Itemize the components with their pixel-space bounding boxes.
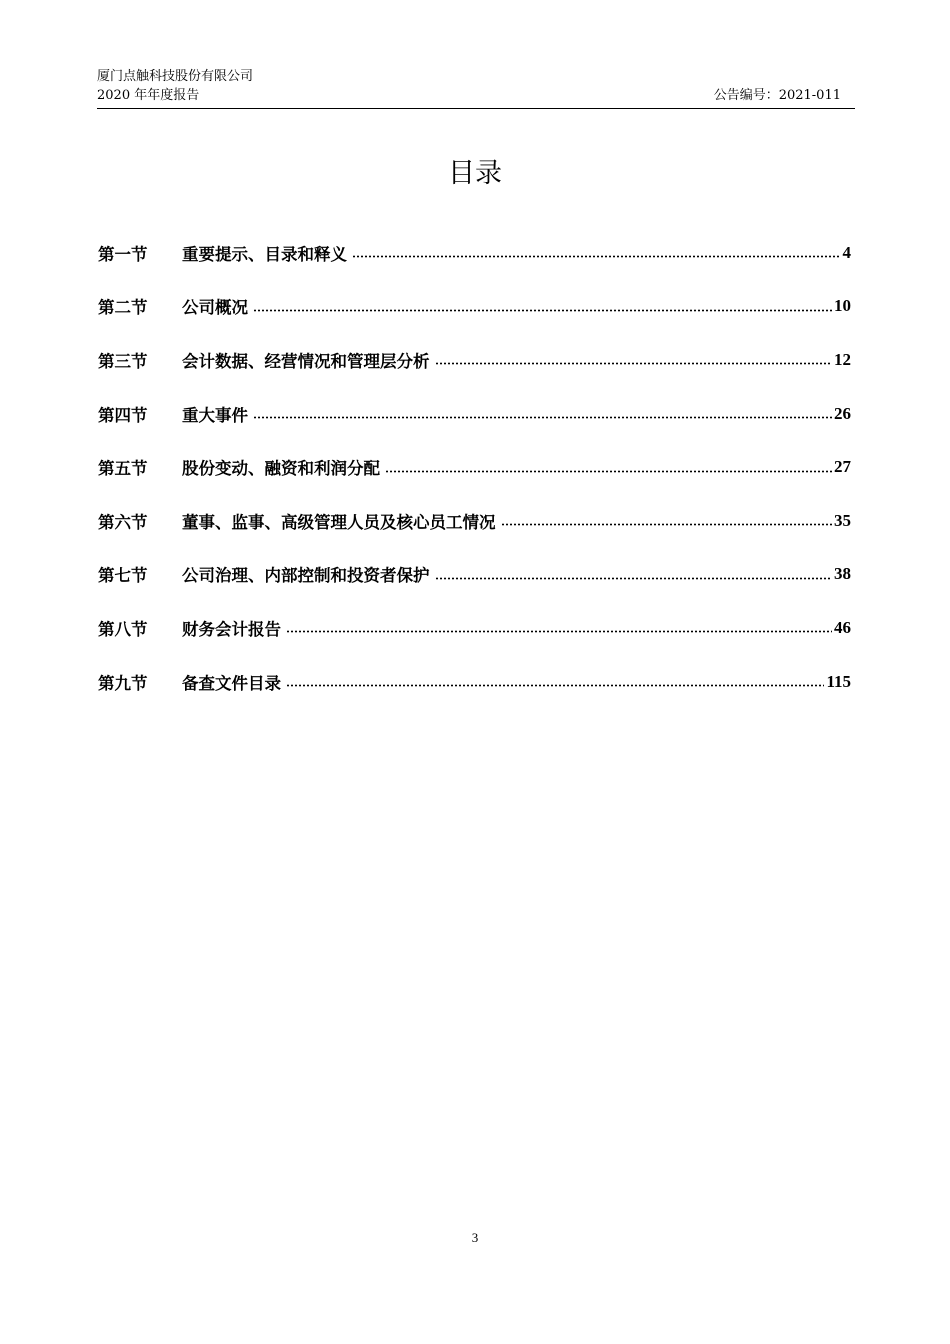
toc-section-title: 公司概况 <box>182 298 248 318</box>
toc-page-number: 35 <box>834 510 851 530</box>
dot-leader <box>253 309 832 312</box>
toc-page-number: 38 <box>834 564 851 584</box>
dot-leader <box>435 362 833 365</box>
dot-leader <box>501 523 833 526</box>
toc-page-number: 26 <box>834 403 851 423</box>
toc-section-title: 备查文件目录 <box>182 673 281 693</box>
dot-leader <box>385 470 832 473</box>
dot-leader <box>352 255 841 258</box>
toc-entry-7[interactable] <box>98 548 851 602</box>
dot-leader <box>286 684 824 687</box>
toc-section-title: 会计数据、经营情况和管理层分析 <box>182 351 430 371</box>
toc-section-title: 股份变动、融资和利润分配 <box>182 459 380 479</box>
toc-section-label: 第二节 <box>98 298 148 318</box>
toc-entry-8[interactable] <box>98 601 851 655</box>
toc-entry-5[interactable] <box>98 440 851 494</box>
toc-section-label: 第七节 <box>98 566 148 586</box>
toc-page-number: 115 <box>826 671 851 691</box>
toc-section-label: 第五节 <box>98 459 148 479</box>
toc-entry-4[interactable] <box>98 387 851 441</box>
dot-leader <box>435 577 833 580</box>
report-name: 2020 年年度报告 <box>97 88 200 103</box>
toc-page-number: 10 <box>834 296 851 316</box>
company-name: 厦门点触科技股份有限公司 <box>97 69 254 84</box>
page-title: 目录 <box>448 158 502 189</box>
toc-section-label: 第一节 <box>98 244 148 264</box>
toc-entry-6[interactable] <box>98 494 851 548</box>
table-of-contents <box>98 226 851 708</box>
page-header <box>97 66 855 109</box>
toc-section-title: 董事、监事、高级管理人员及核心员工情况 <box>182 512 496 532</box>
toc-section-label: 第三节 <box>98 351 148 371</box>
toc-page-number: 12 <box>834 349 851 369</box>
toc-entry-1[interactable] <box>98 226 851 280</box>
toc-entry-2[interactable] <box>98 280 851 334</box>
toc-page-number: 46 <box>834 617 851 637</box>
toc-page-number: 4 <box>842 242 851 262</box>
dot-leader <box>286 630 832 633</box>
toc-entry-3[interactable] <box>98 333 851 387</box>
toc-entry-9[interactable] <box>98 655 851 709</box>
toc-page-number: 27 <box>834 457 851 477</box>
toc-section-title: 财务会计报告 <box>182 619 281 639</box>
page-number: 3 <box>471 1230 479 1245</box>
toc-section-label: 第八节 <box>98 619 148 639</box>
toc-section-label: 第六节 <box>98 512 148 532</box>
toc-section-title: 重要提示、目录和释义 <box>182 244 347 264</box>
toc-section-label: 第九节 <box>98 673 148 693</box>
toc-section-title: 重大事件 <box>182 405 248 425</box>
toc-section-label: 第四节 <box>98 405 148 425</box>
dot-leader <box>253 416 832 419</box>
toc-section-title: 公司治理、内部控制和投资者保护 <box>182 566 430 586</box>
notice-number: 公告编号：2021-011 <box>713 88 841 103</box>
